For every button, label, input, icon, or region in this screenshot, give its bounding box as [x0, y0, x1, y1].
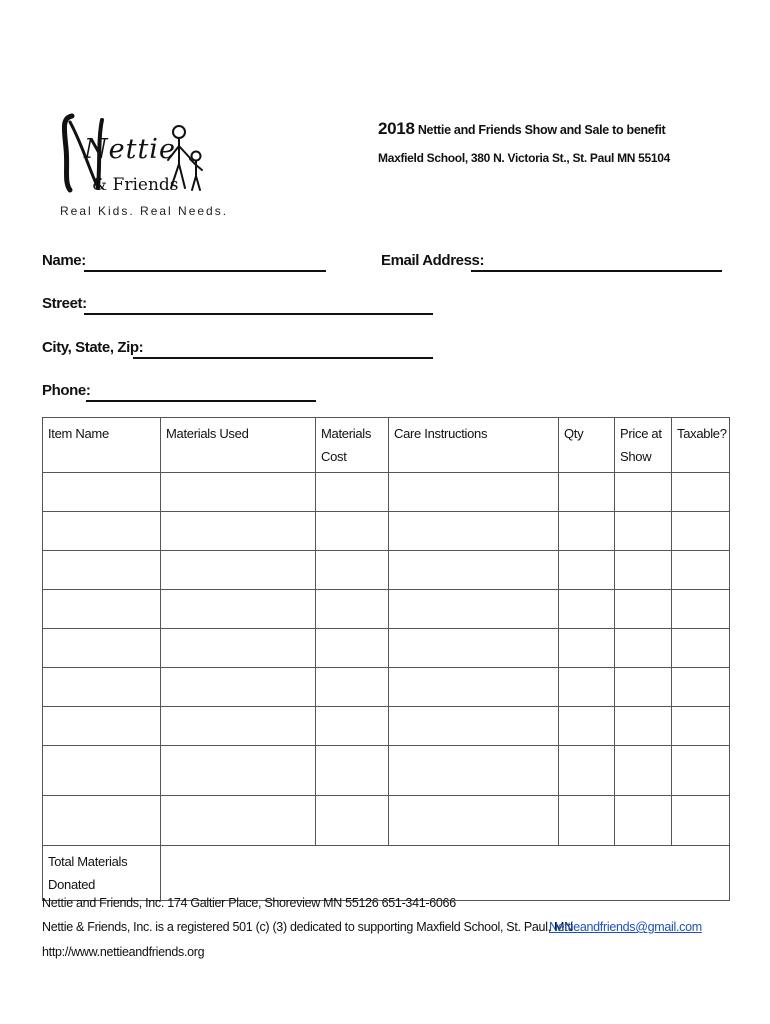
event-year: 2018: [378, 119, 415, 138]
table-cell[interactable]: [316, 512, 389, 551]
table-cell[interactable]: [559, 629, 615, 668]
street-label: Street:: [42, 295, 87, 312]
table-cell[interactable]: [161, 707, 316, 746]
table-cell[interactable]: [161, 590, 316, 629]
items-table: [42, 417, 730, 901]
table-cell[interactable]: [559, 668, 615, 707]
header-care-instructions: Care Instructions: [389, 418, 559, 473]
table-total-row: [43, 846, 730, 901]
table-cell[interactable]: [43, 796, 161, 846]
table-cell[interactable]: [161, 512, 316, 551]
table-cell[interactable]: [316, 746, 389, 796]
table-cell[interactable]: [316, 551, 389, 590]
header-item-name: Item Name: [43, 418, 161, 473]
table-cell[interactable]: [672, 746, 730, 796]
table-cell[interactable]: [389, 590, 559, 629]
table-row: [43, 473, 730, 512]
logo-tagline: Real Kids. Real Needs.: [60, 204, 229, 218]
logo-name-text: Nettie: [84, 134, 176, 165]
table-cell[interactable]: [389, 551, 559, 590]
email-label: Email Address:: [381, 252, 485, 269]
table-cell[interactable]: [43, 707, 161, 746]
table-cell[interactable]: [559, 796, 615, 846]
table-cell[interactable]: [389, 512, 559, 551]
table-cell[interactable]: [43, 746, 161, 796]
table-cell[interactable]: [672, 796, 730, 846]
total-materials-label: Total Materials Donated: [43, 846, 161, 901]
table-cell[interactable]: [672, 551, 730, 590]
header-materials-used: Materials Used: [161, 418, 316, 473]
footer-website: http://www.nettieandfriends.org: [42, 945, 205, 959]
table-row: [43, 590, 730, 629]
table-cell[interactable]: [389, 796, 559, 846]
table-cell[interactable]: [559, 707, 615, 746]
table-cell[interactable]: [316, 796, 389, 846]
table-cell[interactable]: [316, 707, 389, 746]
table-cell[interactable]: [672, 590, 730, 629]
name-label: Name:: [42, 252, 86, 269]
table-cell[interactable]: [161, 796, 316, 846]
table-cell[interactable]: [672, 629, 730, 668]
table-row: [43, 746, 730, 796]
table-cell[interactable]: [615, 590, 672, 629]
table-cell[interactable]: [559, 746, 615, 796]
nettie-and-friends-logo: [58, 108, 229, 223]
table-cell[interactable]: [43, 668, 161, 707]
table-cell[interactable]: [672, 707, 730, 746]
table-cell[interactable]: [615, 707, 672, 746]
table-header-row: [43, 418, 730, 473]
table-cell[interactable]: [559, 473, 615, 512]
total-materials-value[interactable]: [161, 846, 730, 901]
table-cell[interactable]: [615, 796, 672, 846]
footer-nonprofit-statement: Nettie & Friends, Inc. is a registered 501 (c) (3) dedicated to supporting Maxfield School, St. Paul, MN: [42, 920, 573, 934]
header-price-at-show: Price at Show: [615, 418, 672, 473]
table-cell[interactable]: [615, 629, 672, 668]
table-cell[interactable]: [615, 512, 672, 551]
email-field[interactable]: [471, 270, 722, 272]
table-cell[interactable]: [615, 746, 672, 796]
table-cell[interactable]: [672, 512, 730, 551]
header-taxable: Taxable?: [672, 418, 730, 473]
name-field[interactable]: [84, 270, 326, 272]
table-row: [43, 796, 730, 846]
table-cell[interactable]: [161, 746, 316, 796]
table-cell[interactable]: [43, 551, 161, 590]
table-cell[interactable]: [559, 590, 615, 629]
table-cell[interactable]: [161, 629, 316, 668]
table-cell[interactable]: [389, 707, 559, 746]
table-row: [43, 629, 730, 668]
event-address: Maxfield School, 380 N. Victoria St., St. Paul MN 55104: [378, 151, 671, 165]
table-cell[interactable]: [389, 746, 559, 796]
phone-field[interactable]: [86, 400, 316, 402]
table-row: [43, 707, 730, 746]
footer-email-link[interactable]: Nettieandfriends@gmail.com: [549, 920, 702, 934]
table-cell[interactable]: [161, 473, 316, 512]
table-cell[interactable]: [672, 668, 730, 707]
table-cell[interactable]: [43, 512, 161, 551]
table-cell[interactable]: [389, 473, 559, 512]
table-cell[interactable]: [43, 473, 161, 512]
street-field[interactable]: [84, 313, 433, 315]
table-cell[interactable]: [316, 590, 389, 629]
table-cell[interactable]: [615, 668, 672, 707]
table-cell[interactable]: [559, 512, 615, 551]
logo-graphic: [58, 108, 218, 204]
table-cell[interactable]: [316, 473, 389, 512]
table-cell[interactable]: [161, 668, 316, 707]
header-materials-cost: Materials Cost: [316, 418, 389, 473]
city-state-zip-field[interactable]: [133, 357, 433, 359]
city-state-zip-label: City, State, Zip:: [42, 339, 144, 356]
table-cell[interactable]: [615, 473, 672, 512]
logo-sub-text: & Friends: [92, 175, 179, 195]
event-title: [378, 119, 665, 139]
table-cell[interactable]: [559, 551, 615, 590]
table-cell[interactable]: [389, 668, 559, 707]
event-title-text: Nettie and Friends Show and Sale to benefit: [417, 123, 666, 137]
table-row: [43, 512, 730, 551]
table-cell[interactable]: [316, 668, 389, 707]
header-qty: Qty: [559, 418, 615, 473]
table-cell[interactable]: [615, 551, 672, 590]
footer-contact: Nettie and Friends, Inc. 174 Galtier Place, Shoreview MN 55126 651-341-6066: [42, 896, 456, 910]
table-cell[interactable]: [389, 629, 559, 668]
phone-label: Phone:: [42, 382, 91, 399]
table-cell[interactable]: [672, 473, 730, 512]
table-row: [43, 551, 730, 590]
table-cell[interactable]: [161, 551, 316, 590]
table-cell[interactable]: [43, 629, 161, 668]
table-cell[interactable]: [316, 629, 389, 668]
table-cell[interactable]: [43, 590, 161, 629]
table-row: [43, 668, 730, 707]
